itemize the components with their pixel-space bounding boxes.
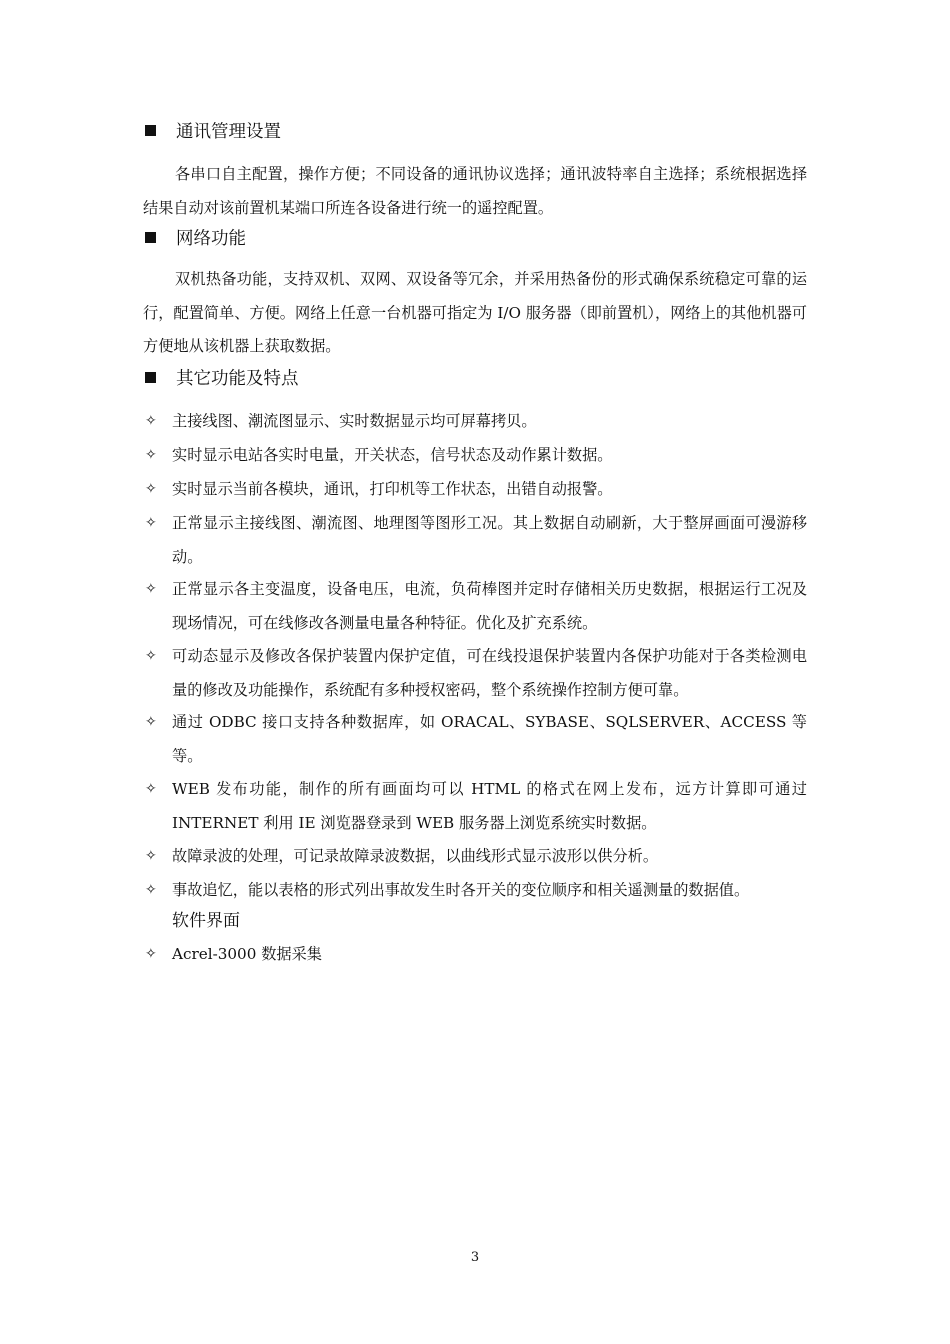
list-item xyxy=(145,573,807,640)
square-bullet-icon xyxy=(145,372,156,383)
list-item-text: 正常显示主接线图、潮流图、地理图等图形工况。其上数据自动刷新，大于整屏画面可漫游移动。 xyxy=(172,514,807,566)
diamond-star-icon: ✧ xyxy=(145,481,157,497)
paragraph-network: 双机热备功能，支持双机、双网、双设备等冗余，并采用热备份的形式确保系统稳定可靠的运行，配置简单、方便。网络上任意一台机器可指定为 I/O 服务器（即前置机），网络上的其他机器可方便地从该机器上获取数据。 xyxy=(143,270,807,355)
list-item-text: Acrel-3000 数据采集 xyxy=(172,945,322,963)
list-item xyxy=(145,473,807,507)
square-bullet-icon xyxy=(145,232,156,243)
list-item xyxy=(145,840,807,874)
list-item-text: 事故追忆，能以表格的形式列出事故发生时各开关的变位顺序和相关遥测量的数据值。 xyxy=(172,881,750,899)
list-item-text: 通过 ODBC 接口支持各种数据库，如 ORACAL、SYBASE、SQLSERVER、ACCESS 等等。 xyxy=(172,713,807,765)
diamond-star-icon: ✧ xyxy=(145,581,157,597)
page-number: 3 xyxy=(470,1250,480,1265)
list-item xyxy=(145,507,807,574)
list-item xyxy=(145,706,807,773)
diamond-star-icon: ✧ xyxy=(145,946,157,962)
list-item-text: 主接线图、潮流图显示、实时数据显示均可屏幕拷贝。 xyxy=(172,412,537,430)
diamond-star-icon: ✧ xyxy=(145,882,157,898)
list-item-text: 实时显示电站各实时电量，开关状态，信号状态及动作累计数据。 xyxy=(172,446,613,464)
list-item xyxy=(145,405,807,439)
diamond-star-icon: ✧ xyxy=(145,714,157,730)
heading-text: 其它功能及特点 xyxy=(176,369,299,389)
paragraph-comm-settings: 各串口自主配置，操作方便；不同设备的通讯协议选择；通讯波特率自主选择；系统根据选择结果自动对该前置机某端口所连各设备进行统一的遥控配置。 xyxy=(143,165,807,217)
diamond-star-icon: ✧ xyxy=(145,781,157,797)
diamond-star-icon: ✧ xyxy=(145,413,157,429)
list-item xyxy=(145,938,807,972)
software-heading: 软件界面 xyxy=(172,911,240,931)
section-heading-comm-settings xyxy=(145,120,281,144)
heading-text: 通讯管理设置 xyxy=(176,122,281,142)
list-item xyxy=(145,773,807,840)
diamond-star-icon: ✧ xyxy=(145,447,157,463)
list-item xyxy=(145,640,807,707)
list-item xyxy=(145,439,807,473)
diamond-star-icon: ✧ xyxy=(145,648,157,664)
list-item-text: WEB 发布功能，制作的所有画面均可以 HTML 的格式在网上发布，远方计算即可通过 INTERNET 利用 IE 浏览器登录到 WEB 服务器上浏览系统实时数据。 xyxy=(172,780,807,832)
section-heading-network xyxy=(145,227,246,251)
list-item-text: 故障录波的处理，可记录故障录波数据，以曲线形式显示波形以供分析。 xyxy=(172,847,658,865)
list-item-text: 实时显示当前各模块，通讯，打印机等工作状态，出错自动报警。 xyxy=(172,480,613,498)
square-bullet-icon xyxy=(145,125,156,136)
section-heading-other-features xyxy=(145,367,299,391)
list-item-text: 正常显示各主变温度，设备电压，电流，负荷棒图并定时存储相关历史数据，根据运行工况及现场情况，可在线修改各测量电量各种特征。优化及扩充系统。 xyxy=(172,580,807,632)
diamond-star-icon: ✧ xyxy=(145,515,157,531)
list-item-text: 可动态显示及修改各保护装置内保护定值，可在线投退保护装置内各保护功能对于各类检测电量的修改及功能操作，系统配有多种授权密码，整个系统操作控制方便可靠。 xyxy=(172,647,807,699)
diamond-star-icon: ✧ xyxy=(145,848,157,864)
heading-text: 网络功能 xyxy=(176,229,246,249)
list-item xyxy=(145,874,807,908)
